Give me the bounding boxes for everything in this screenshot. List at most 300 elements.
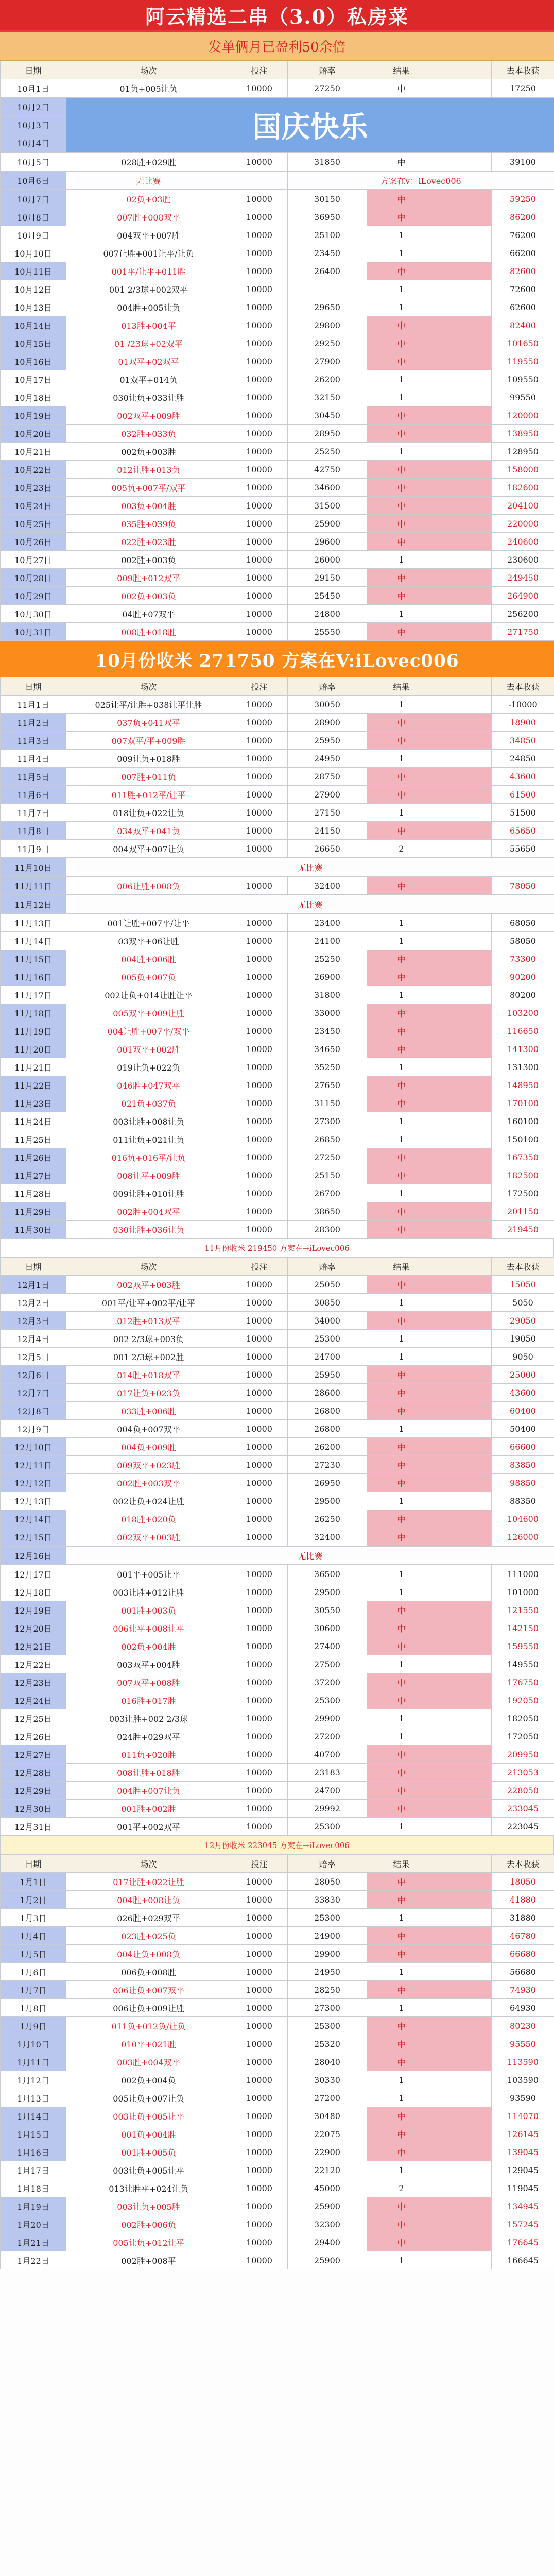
cell-extra	[436, 1202, 492, 1221]
cell-bet: 10000	[231, 2035, 288, 2053]
cell-match: 002胜+008平	[66, 2251, 231, 2269]
cell-date: 10月29日	[1, 587, 66, 605]
cell-bet: 10000	[231, 1764, 288, 1782]
cell-result: 中	[367, 461, 436, 479]
cell-extra	[436, 822, 492, 840]
cell-extra	[436, 1276, 492, 1294]
cell-bet: 10000	[231, 2251, 288, 2269]
cell-match: 009让负+018胜	[66, 750, 231, 768]
cell-match: 012让胜+013负	[66, 461, 231, 479]
cell-extra	[436, 750, 492, 768]
cell-extra	[436, 1330, 492, 1348]
cell-total: 149550	[492, 1655, 554, 1673]
cell-match: 032胜+033负	[66, 425, 231, 443]
table-row	[1, 352, 554, 370]
table-row	[1, 950, 554, 968]
cell-odds: 32150	[288, 388, 367, 406]
cell-extra	[436, 497, 492, 515]
results-table-dec-b	[0, 1565, 554, 1836]
table-row	[1, 696, 554, 714]
table-row	[1, 425, 554, 443]
cell-match: 003胜+004双平	[66, 2053, 231, 2071]
col-header-odds: 赔率	[288, 1258, 367, 1276]
cell-date: 12月23日	[1, 1673, 66, 1691]
november-summary-text: 11月份收米 219450 方案在→iLovec006	[1, 1239, 554, 1257]
cell-odds: 29250	[288, 334, 367, 352]
table-row	[1, 877, 554, 895]
table-row	[1, 986, 554, 1004]
cell-extra	[436, 2053, 492, 2071]
cell-odds: 25550	[288, 623, 367, 641]
cell-odds: 25100	[288, 226, 367, 244]
cell-odds: 42750	[288, 461, 367, 479]
cell-match: 012胜+013双平	[66, 1312, 231, 1330]
cell-date: 12月24日	[1, 1691, 66, 1709]
table-row	[1, 1727, 554, 1745]
cell-extra	[436, 696, 492, 714]
cell-total: 166645	[492, 2251, 554, 2269]
no-game-row-oct	[0, 171, 554, 190]
cell-bet: 10000	[231, 1438, 288, 1456]
cell-match: 002胜+006负	[66, 2215, 231, 2233]
cell-date: 1月14日	[1, 2107, 66, 2125]
table-row	[1, 1402, 554, 1420]
cell-odds: 25950	[288, 732, 367, 750]
results-table-dec	[0, 1257, 554, 1546]
cell-result: 中	[367, 1691, 436, 1709]
cell-bet: 10000	[231, 1981, 288, 1999]
cell-match: 002让负+014让胜让平	[66, 986, 231, 1004]
holiday-date-1: 10月2日	[1, 98, 66, 116]
cell-odds: 25900	[288, 2197, 367, 2215]
cell-odds: 30330	[288, 2071, 367, 2089]
table-row	[1, 1474, 554, 1492]
cell-date: 11月6日	[1, 786, 66, 804]
cell-extra	[436, 1945, 492, 1963]
col-header-extra	[436, 1855, 492, 1873]
cell-odds: 28950	[288, 425, 367, 443]
cell-match: 003让胜+008让负	[66, 1112, 231, 1130]
cell-total: 80200	[492, 986, 554, 1004]
cell-bet: 10000	[231, 968, 288, 986]
cell-odds: 24950	[288, 750, 367, 768]
cell-extra	[436, 190, 492, 208]
cell-odds: 29500	[288, 1583, 367, 1601]
cell-match: 030让负+033让胜	[66, 388, 231, 406]
cell-match: 001胜+002胜	[66, 1800, 231, 1818]
cell-result: 中	[367, 1637, 436, 1655]
table-row	[1, 1963, 554, 1981]
cell-date: 11月26日	[1, 1148, 66, 1166]
cell-match: 01负+005让负	[66, 79, 231, 97]
cell-result: 中	[367, 569, 436, 587]
cell-date: 10月19日	[1, 406, 66, 425]
cell-date: 11月5日	[1, 768, 66, 786]
cell-extra	[436, 714, 492, 732]
col-header-bet: 投注	[231, 61, 288, 79]
cell-total: 264900	[492, 587, 554, 605]
table-row	[1, 840, 554, 858]
cell-result: 中	[367, 497, 436, 515]
col-header-date: 日期	[1, 1258, 66, 1276]
table-row	[1, 533, 554, 551]
cell-date: 1月9日	[1, 2017, 66, 2035]
cell-match: 005让负+007让负	[66, 2089, 231, 2107]
cell-date: 1月21日	[1, 2233, 66, 2251]
cell-odds: 23183	[288, 1764, 367, 1782]
cell-extra	[436, 2017, 492, 2035]
cell-extra	[436, 623, 492, 641]
cell-result: 1	[367, 244, 436, 262]
cell-bet: 10000	[231, 280, 288, 298]
page-title: 阿云精选二串（3.0）私房菜	[0, 0, 554, 32]
cell-date: 1月17日	[1, 2161, 66, 2179]
cell-odds: 27230	[288, 1456, 367, 1474]
cell-bet: 10000	[231, 2197, 288, 2215]
cell-bet: 10000	[231, 2179, 288, 2197]
cell-extra	[436, 2251, 492, 2269]
cell-match: 004双平+007胜	[66, 226, 231, 244]
cell-bet: 10000	[231, 1655, 288, 1673]
table-row	[1, 388, 554, 406]
cell-result: 1	[367, 280, 436, 298]
table-row	[1, 786, 554, 804]
cell-total: 55650	[492, 840, 554, 858]
cell-odds: 27400	[288, 1637, 367, 1655]
cell-bet: 10000	[231, 1891, 288, 1909]
table-row	[1, 768, 554, 786]
cell-bet: 10000	[231, 1637, 288, 1655]
table-row	[1, 2089, 554, 2107]
cell-extra	[436, 1184, 492, 1202]
cell-bet: 10000	[231, 515, 288, 533]
cell-match: 018让负+022让负	[66, 804, 231, 822]
cell-match: 021负+037负	[66, 1094, 231, 1112]
cell-result: 1	[367, 932, 436, 950]
cell-extra	[436, 840, 492, 858]
col-header-date: 日期	[1, 61, 66, 79]
cell-match: 006让胜+008负	[66, 877, 231, 895]
cell-match: 019让负+022负	[66, 1058, 231, 1076]
cell-date: 12月4日	[1, 1330, 66, 1348]
cell-match: 001 2/3球+002胜	[66, 1348, 231, 1366]
cell-extra	[436, 1058, 492, 1076]
cell-match: 002胜+003负	[66, 551, 231, 569]
col-header-odds: 赔率	[288, 677, 367, 696]
cell-result: 1	[367, 1184, 436, 1202]
cell-odds: 23400	[288, 914, 367, 932]
cell-extra	[436, 1004, 492, 1022]
col-header-total: 去本收获	[492, 1258, 554, 1276]
cell-extra	[436, 1745, 492, 1764]
cell-extra	[436, 1800, 492, 1818]
cell-bet: 10000	[231, 804, 288, 822]
cell-extra	[436, 786, 492, 804]
cell-match: 016胜+017胜	[66, 1691, 231, 1709]
cell-odds: 28050	[288, 1873, 367, 1891]
table-row	[1, 1764, 554, 1782]
table-row	[1, 1492, 554, 1510]
cell-match: 002 2/3球+003负	[66, 1330, 231, 1348]
cell-total: 176750	[492, 1673, 554, 1691]
cell-match: 001平+005让平	[66, 1565, 231, 1583]
cell-total: 34850	[492, 732, 554, 750]
cell-result: 1	[367, 1058, 436, 1076]
cell-extra	[436, 443, 492, 461]
cell-date: 10月13日	[1, 298, 66, 316]
cell-bet: 10000	[231, 1040, 288, 1058]
cell-match: 002负+004负	[66, 2071, 231, 2089]
cell-bet: 10000	[231, 1873, 288, 1891]
cell-odds: 29800	[288, 316, 367, 334]
cell-total: 167350	[492, 1148, 554, 1166]
cell-match: 003让胜+002 2/3球	[66, 1709, 231, 1727]
cell-odds: 26850	[288, 1130, 367, 1148]
cell-odds: 25250	[288, 443, 367, 461]
cell-total: 18900	[492, 714, 554, 732]
cell-odds: 25150	[288, 1166, 367, 1184]
results-table-oct-b	[0, 190, 554, 641]
cell-match: 013让胜平+024让负	[66, 2179, 231, 2197]
cell-extra	[436, 1691, 492, 1709]
cell-bet: 10000	[231, 1330, 288, 1348]
cell-result: 中	[367, 1312, 436, 1330]
cell-total: 74930	[492, 1981, 554, 1999]
holiday-row	[1, 98, 554, 116]
cell-date: 12月10日	[1, 1438, 66, 1456]
cell-extra	[436, 1963, 492, 1981]
cell-odds: 24950	[288, 1963, 367, 1981]
cell-total: 72600	[492, 280, 554, 298]
cell-result: 中	[367, 623, 436, 641]
cell-result: 中	[367, 479, 436, 497]
cell-result: 中	[367, 714, 436, 732]
cell-bet: 10000	[231, 1130, 288, 1148]
cell-total: 78050	[492, 877, 554, 895]
cell-bet: 10000	[231, 1528, 288, 1546]
cell-odds: 31500	[288, 497, 367, 515]
cell-total: 82600	[492, 262, 554, 280]
cell-odds: 26800	[288, 1402, 367, 1420]
cell-bet: 10000	[231, 1456, 288, 1474]
col-header-bet: 投注	[231, 1258, 288, 1276]
cell-match: 001负+004胜	[66, 2125, 231, 2143]
cell-result: 中	[367, 1094, 436, 1112]
cell-bet: 10000	[231, 2017, 288, 2035]
cell-result: 中	[367, 1782, 436, 1800]
cell-match: 004胜+007让负	[66, 1782, 231, 1800]
cell-extra	[436, 2161, 492, 2179]
cell-result: 中	[367, 1166, 436, 1184]
cell-date: 12月7日	[1, 1384, 66, 1402]
table-row	[1, 551, 554, 569]
cell-bet: 10000	[231, 79, 288, 97]
cell-date: 1月15日	[1, 2125, 66, 2143]
cell-bet: 10000	[231, 914, 288, 932]
cell-match: 004让负+008负	[66, 1945, 231, 1963]
cell-odds: 29900	[288, 1945, 367, 1963]
cell-date: 12月17日	[1, 1565, 66, 1583]
cell-match: 011负+020胜	[66, 1745, 231, 1764]
cell-odds: 27900	[288, 786, 367, 804]
cell-match: 026胜+029双平	[66, 1909, 231, 1927]
cell-match: 007双平+008胜	[66, 1673, 231, 1691]
cell-bet: 10000	[231, 1474, 288, 1492]
table-row	[1, 334, 554, 352]
cell-date: 12月8日	[1, 1402, 66, 1420]
cell-result: 中	[367, 1528, 436, 1546]
table-row	[1, 2143, 554, 2161]
cell-result: 中	[367, 262, 436, 280]
col-header-match: 场次	[66, 61, 231, 79]
cell-match: 005让负+012让平	[66, 2233, 231, 2251]
cell-extra	[436, 2071, 492, 2089]
table-row	[1, 1927, 554, 1945]
cell-date: 12月13日	[1, 1492, 66, 1510]
cell-result: 中	[367, 515, 436, 533]
cell-extra	[436, 1565, 492, 1583]
cell-total: 213053	[492, 1764, 554, 1782]
cell-extra	[436, 515, 492, 533]
cell-date: 12月31日	[1, 1818, 66, 1836]
cell-result: 中	[367, 1873, 436, 1891]
cell-date: 10月24日	[1, 497, 66, 515]
cell-total: 170100	[492, 1094, 554, 1112]
cell-total: 233045	[492, 1800, 554, 1818]
cell-extra	[436, 2143, 492, 2161]
cell-date: 10月14日	[1, 316, 66, 334]
cell-result: 1	[367, 388, 436, 406]
cell-date: 10月11日	[1, 262, 66, 280]
cell-match: 002让负+024让胜	[66, 1492, 231, 1510]
cell-date: 11月9日	[1, 840, 66, 858]
cell-extra	[436, 244, 492, 262]
cell-date: 11月7日	[1, 804, 66, 822]
cell-extra	[436, 551, 492, 569]
cell-total: 9050	[492, 1348, 554, 1366]
cell-result: 中	[367, 2053, 436, 2071]
table-row	[1, 280, 554, 298]
cell-bet: 10000	[231, 932, 288, 950]
cell-date: 1月7日	[1, 1981, 66, 1999]
cell-extra	[436, 2035, 492, 2053]
cell-match: 010平+021胜	[66, 2035, 231, 2053]
cell-result: 1	[367, 226, 436, 244]
cell-odds: 33000	[288, 1004, 367, 1022]
cell-match: 005双平+009让胜	[66, 1004, 231, 1022]
cell-odds: 34650	[288, 1040, 367, 1058]
cell-result: 1	[367, 804, 436, 822]
cell-date: 10月15日	[1, 334, 66, 352]
table-row	[1, 1945, 554, 1963]
cell-bet: 10000	[231, 1818, 288, 1836]
cell-odds: 30600	[288, 1619, 367, 1637]
cell-odds: 25300	[288, 1691, 367, 1709]
cell-odds: 22900	[288, 2143, 367, 2161]
cell-date: 1月5日	[1, 1945, 66, 1963]
cell-extra	[436, 1348, 492, 1366]
cell-match: 022胜+023胜	[66, 533, 231, 551]
holiday-text: 国庆快乐	[66, 98, 554, 152]
cell-date: 10月23日	[1, 479, 66, 497]
cell-date: 1月2日	[1, 1891, 66, 1909]
table-row	[1, 1637, 554, 1655]
cell-total: 182050	[492, 1709, 554, 1727]
table-row	[1, 714, 554, 732]
cell-date: 11月23日	[1, 1094, 66, 1112]
cell-bet: 10000	[231, 1221, 288, 1239]
cell-total: 204100	[492, 497, 554, 515]
holiday-date-2: 10月3日	[1, 116, 66, 134]
cell-date: 10月18日	[1, 388, 66, 406]
cell-match: 006让平+008让平	[66, 1619, 231, 1637]
no-game-label: 无比赛	[66, 172, 231, 190]
cell-date: 11月14日	[1, 932, 66, 950]
cell-total: 31880	[492, 1909, 554, 1927]
cell-result: 中	[367, 1221, 436, 1239]
cell-result: 中	[367, 316, 436, 334]
cell-extra	[436, 153, 492, 171]
no-game-row-dec	[0, 1546, 554, 1565]
cell-result: 中	[367, 1040, 436, 1058]
cell-match: 001胜+005负	[66, 2143, 231, 2161]
table-row	[1, 2179, 554, 2197]
cell-odds: 27300	[288, 1999, 367, 2017]
cell-date: 10月22日	[1, 461, 66, 479]
cell-bet: 10000	[231, 262, 288, 280]
cell-date: 12月26日	[1, 1727, 66, 1745]
cell-result: 1	[367, 696, 436, 714]
table-row	[1, 190, 554, 208]
cell-date: 12月14日	[1, 1510, 66, 1528]
cell-total: 119550	[492, 352, 554, 370]
cell-odds: 25900	[288, 2251, 367, 2269]
cell-date: 10月31日	[1, 623, 66, 641]
cell-total: 158000	[492, 461, 554, 479]
cell-bet: 10000	[231, 1782, 288, 1800]
cell-total: 116650	[492, 1022, 554, 1040]
cell-date: 1月8日	[1, 1999, 66, 2017]
cell-odds: 27650	[288, 1076, 367, 1094]
table-row	[1, 1004, 554, 1022]
cell-odds: 25900	[288, 515, 367, 533]
cell-result: 中	[367, 1764, 436, 1782]
cell-extra	[436, 1094, 492, 1112]
cell-extra	[436, 804, 492, 822]
cell-date: 11月29日	[1, 1202, 66, 1221]
cell-date: 11月21日	[1, 1058, 66, 1076]
cell-odds: 32400	[288, 1528, 367, 1546]
cell-extra	[436, 262, 492, 280]
cell-bet: 10000	[231, 1384, 288, 1402]
cell-bet: 10000	[231, 950, 288, 968]
cell-date: 11月15日	[1, 950, 66, 968]
cell-bet: 10000	[231, 1022, 288, 1040]
table-row	[1, 1745, 554, 1764]
cell-odds: 30450	[288, 406, 367, 425]
cell-bet: 10000	[231, 479, 288, 497]
cell-total: 141300	[492, 1040, 554, 1058]
cell-result: 1	[367, 2161, 436, 2179]
cell-date: 10月21日	[1, 443, 66, 461]
col-header-match: 场次	[66, 677, 231, 696]
cell-bet: 10000	[231, 1294, 288, 1312]
table-row	[1, 1565, 554, 1583]
col-header-bet: 投注	[231, 1855, 288, 1873]
cell-match: 004胜+006胜	[66, 950, 231, 968]
cell-total: 64930	[492, 1999, 554, 2017]
table-row	[1, 1022, 554, 1040]
